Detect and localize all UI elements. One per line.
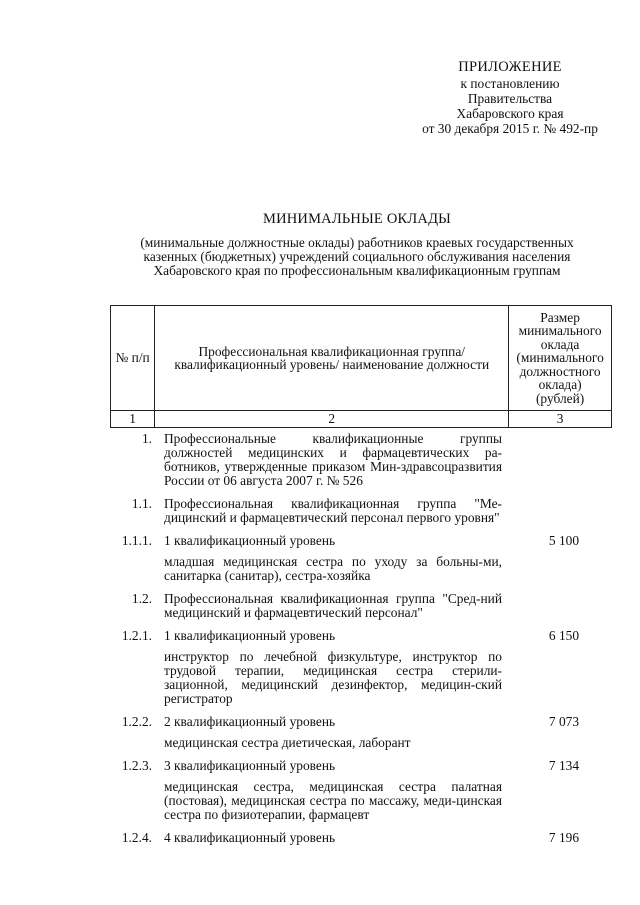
table-row [110, 555, 612, 583]
appendix-line: Хабаровского края [456, 106, 564, 121]
header-col-group: Профессиональная квалификационная группа/ квалификационный уровень/ наименование должности [155, 306, 509, 411]
row-number: 1.2. [131, 591, 152, 606]
row-value [516, 497, 612, 525]
row-value [516, 592, 612, 620]
table-row [110, 715, 612, 729]
row-value: 5 100 [548, 533, 580, 548]
document-title-block [108, 210, 606, 278]
row-value: 6 150 [548, 628, 580, 643]
row-text: инструктор по лечебной физкультуре, инструктор по трудовой терапии, медицинская сестра стерили-зационной, медицинский дезинфектор, медицин-ский регистратор [164, 649, 502, 706]
table-row [110, 592, 612, 620]
row-number [110, 736, 152, 750]
table-row [110, 831, 612, 845]
table-row [110, 780, 612, 822]
table-row [110, 534, 612, 548]
header-col-number: № п/п [111, 306, 155, 411]
row-number [110, 650, 152, 706]
row-number: 1.1. [131, 496, 152, 511]
row-number: 1.2.2. [121, 714, 152, 729]
table-row [110, 650, 612, 706]
row-value [516, 555, 612, 583]
row-value [516, 736, 612, 750]
appendix-block [400, 58, 620, 136]
row-text: медицинская сестра, медицинская сестра палатная (постовая), медицинская сестра по массажу, меди-цинская сестра по физиотерапии, фармацевт [164, 779, 502, 822]
row-number: 1.2.1. [121, 628, 152, 643]
column-number-1: 1 [111, 411, 155, 428]
document-title: МИНИМАЛЬНЫЕ ОКЛАДЫ [262, 211, 451, 227]
header-col-salary: Размер минимального оклада (минимального должностного оклада) (рублей) [509, 306, 612, 411]
row-number: 1.2.3. [121, 758, 152, 773]
row-value [516, 650, 612, 706]
appendix-line: к постановлению [460, 76, 560, 91]
table-row [110, 629, 612, 643]
row-number: 1.2.4. [121, 830, 152, 845]
document-subtitle-line: Хабаровского края по профессиональным квалификационным группам [153, 263, 561, 278]
table-row [110, 432, 612, 488]
row-number: 1. [141, 431, 152, 446]
column-number-3: 3 [509, 411, 612, 428]
row-text: Профессиональные квалификационные группы должностей медицинских и фармацевтических ра-ботников, утвержденные приказом Мин-здравсоцразвития России от 06 августа 2007 г. № 526 [164, 431, 502, 488]
row-value [516, 780, 612, 822]
row-text: 1 квалификационный уровень [164, 628, 336, 643]
row-text: медицинская сестра диетическая, лаборант [164, 735, 411, 750]
appendix-line: от 30 декабря 2015 г. № 492-пр [422, 121, 598, 136]
salary-table-header [110, 305, 612, 428]
row-value: 7 134 [548, 758, 580, 773]
row-text: Профессиональная квалификационная группа "Сред-ний медицинский и фармацевтический персонал" [164, 591, 502, 620]
appendix-line: Правительства [467, 91, 553, 106]
salary-table-body [110, 432, 612, 854]
row-text: 1 квалификационный уровень [164, 533, 336, 548]
row-value: 7 196 [548, 830, 580, 845]
row-text: 2 квалификационный уровень [164, 714, 336, 729]
row-number [110, 780, 152, 822]
row-text: младшая медицинская сестра по уходу за больны-ми, санитарка (санитар), сестра-хозяйка [164, 554, 502, 583]
table-row [110, 497, 612, 525]
row-number [110, 555, 152, 583]
table-row [110, 736, 612, 750]
row-number: 1.1.1. [121, 533, 152, 548]
appendix-heading: ПРИЛОЖЕНИЕ [458, 59, 562, 75]
column-number-2: 2 [155, 411, 509, 428]
table-row [110, 759, 612, 773]
row-text: 4 квалификационный уровень [164, 830, 336, 845]
row-text: 3 квалификационный уровень [164, 758, 336, 773]
row-text: Профессиональная квалификационная группа "Ме-дицинский и фармацевтический персонал первого уровня" [164, 496, 502, 525]
row-value [516, 432, 612, 488]
row-value: 7 073 [548, 714, 580, 729]
document-subtitle-line: (минимальные должностные оклады) работников краевых государственных [140, 235, 574, 250]
document-subtitle-line: казенных (бюджетных) учреждений социального обслуживания населения [143, 249, 571, 264]
